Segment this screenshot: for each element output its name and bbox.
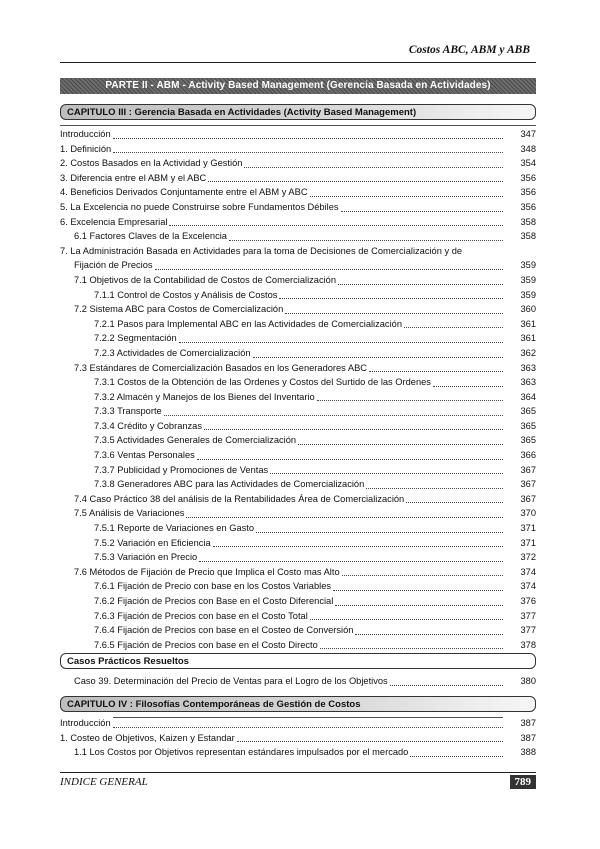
toc-entry-page: 356 (503, 171, 536, 186)
toc-leader-dots (342, 575, 503, 576)
toc-entry-page: 370 (503, 506, 536, 521)
toc-entry-page: 374 (503, 579, 536, 594)
toc-entry-page: 367 (503, 492, 536, 507)
toc-entry-page: 364 (503, 390, 536, 405)
toc-entry-title: 7.5.3 Variación en Precio (94, 550, 199, 565)
toc-entry-page: 374 (503, 565, 536, 580)
toc-leader-dots (213, 546, 503, 547)
toc-entry (60, 258, 536, 273)
casos-heading: Casos Prácticos Resueltos (60, 653, 536, 669)
toc-entry-title: 7.1 Objetivos de la Contabilidad de Costos de Comercialización (74, 273, 338, 288)
toc-entry (60, 433, 536, 448)
toc-entry-page: 347 (503, 127, 536, 142)
toc-leader-dots (199, 561, 503, 562)
toc-entry-title: 6.1 Factores Claves de la Excelencia (74, 229, 229, 244)
toc-entry (60, 492, 536, 507)
toc-entry-title: 7.4 Caso Práctico 38 del análisis de la Rentabilidades Área de Comercialización (74, 492, 406, 507)
toc-entry-title: 7.6.4 Fijación de Precios con base en el Costeo de Conversión (94, 623, 355, 638)
toc-entry (60, 273, 536, 288)
toc-entry-title: 7.6.3 Fijación de Precios con base en el Costo Total (94, 609, 310, 624)
toc-entry (60, 477, 536, 492)
toc-entry (60, 536, 536, 551)
toc-entry (60, 623, 536, 638)
toc-entry (60, 302, 536, 317)
toc-entry-title: 7.6.2 Fijación de Precios con Base en el Costo Diferencial (94, 594, 335, 609)
toc-leader-dots (317, 400, 503, 401)
toc-entry-title: 7.1.1 Control de Costos y Análisis de Costos (94, 288, 279, 303)
toc-entry-title: 1. Costeo de Objetivos, Kaizen y Estandar (60, 731, 237, 746)
toc-entry (60, 550, 536, 565)
toc-leader-dots (298, 444, 503, 445)
toc-leader-dots (229, 240, 503, 241)
toc-entry-title: 7.3.6 Ventas Personales (94, 448, 197, 463)
toc-entry-title: Introducción (60, 127, 113, 142)
toc-entry (60, 229, 536, 244)
toc-entry-page: 363 (503, 361, 536, 376)
toc-entry (60, 171, 536, 186)
toc-entry (60, 745, 536, 760)
toc-entry-title: 7.5 Análisis de Variaciones (74, 506, 186, 521)
footer-rule (60, 772, 536, 773)
toc-leader-dots (279, 298, 503, 299)
toc-entry-page: 361 (503, 317, 536, 332)
toc-entry-title: 7.3.4 Crédito y Cobranzas (94, 419, 204, 434)
toc-leader-dots (164, 415, 503, 416)
toc-entry (60, 244, 536, 259)
chapter-3-toc (60, 127, 536, 652)
footer-page-number: 789 (510, 775, 537, 789)
chapter-3-rule (60, 125, 536, 126)
toc-leader-dots (179, 342, 503, 343)
toc-entry-title: 7. La Administración Basada en Actividades para la toma de Decisiones de Comercialización y de (60, 244, 464, 259)
toc-entry-title: 7.5.2 Variación en Eficiencia (94, 536, 213, 551)
toc-entry-page: 367 (503, 463, 536, 478)
toc-leader-dots (155, 269, 503, 270)
toc-entry-page: 372 (503, 550, 536, 565)
toc-entry (60, 361, 536, 376)
toc-leader-dots (270, 473, 503, 474)
toc-entry (60, 288, 536, 303)
toc-leader-dots (333, 590, 503, 591)
toc-entry-page: 359 (503, 273, 536, 288)
toc-leader-dots (341, 211, 503, 212)
toc-entry-title: 7.2.2 Segmentación (94, 331, 179, 346)
toc-leader-dots (113, 152, 503, 153)
toc-entry-page: 366 (503, 448, 536, 463)
toc-leader-dots (310, 619, 503, 620)
toc-entry-title: Fijación de Precios (74, 258, 155, 273)
toc-leader-dots (320, 648, 503, 649)
toc-entry-page: 371 (503, 536, 536, 551)
toc-entry (60, 674, 536, 689)
toc-entry-page: 354 (503, 156, 536, 171)
toc-entry-title: 7.3.2 Almacén y Manejos de los Bienes del Inventario (94, 390, 317, 405)
toc-leader-dots (253, 357, 503, 358)
toc-leader-dots (433, 386, 503, 387)
toc-entry-page: 348 (503, 142, 536, 157)
toc-entry-page: 358 (503, 229, 536, 244)
running-title: Costos ABC, ABM y ABB (408, 44, 530, 56)
toc-entry-title: 1.1 Los Costos por Objetivos representan estándares impulsados por el mercado (74, 745, 410, 760)
toc-entry-page: 360 (503, 302, 536, 317)
toc-leader-dots (237, 741, 503, 742)
toc-entry (60, 215, 536, 230)
toc-entry-title: 7.2.3 Actividades de Comercialización (94, 346, 253, 361)
toc-entry (60, 716, 536, 731)
toc-entry (60, 579, 536, 594)
toc-leader-dots (366, 488, 503, 489)
toc-leader-dots (169, 225, 503, 226)
toc-entry-title: 7.3.5 Actividades Generales de Comercialización (94, 433, 298, 448)
toc-entry (60, 419, 536, 434)
toc-entry-title: 1. Definición (60, 142, 113, 157)
toc-entry-page: 387 (503, 731, 536, 746)
part-banner: PARTE II - ABM - Activity Based Management (Gerencia Basada en Actividades) (60, 78, 536, 94)
toc-entry-title: 2. Costos Basados en la Actividad y Gestión (60, 156, 244, 171)
toc-leader-dots (369, 371, 503, 372)
toc-entry-page: 365 (503, 419, 536, 434)
toc-entry-page: 363 (503, 375, 536, 390)
toc-entry-title: 7.6.1 Fijación de Precio con base en los Costos Variables (94, 579, 333, 594)
toc-leader-dots (285, 313, 503, 314)
toc-entry (60, 521, 536, 536)
toc-entry-page: 361 (503, 331, 536, 346)
toc-entry-title: 3. Diferencia entre el ABM y el ABC (60, 171, 208, 186)
chapter-3-heading: CAPITULO III : Gerencia Basada en Actividades (Activity Based Management) (60, 104, 536, 120)
toc-entry-title: 7.3.7 Publicidad y Promociones de Ventas (94, 463, 270, 478)
toc-leader-dots (406, 502, 503, 503)
toc-entry-title: 7.6.5 Fijación de Precios con base en el Costo Directo (94, 638, 320, 653)
toc-entry-page: 365 (503, 404, 536, 419)
toc-entry-title: 7.3.1 Costos de la Obtención de las Ordenes y Costos del Surtido de las Ordenes (94, 375, 433, 390)
toc-entry-page: 359 (503, 288, 536, 303)
toc-leader-dots (113, 727, 503, 728)
toc-entry (60, 463, 536, 478)
toc-entry-title: 6. Excelencia Empresarial (60, 215, 169, 230)
chapter-4-toc (60, 716, 536, 760)
toc-leader-dots (310, 196, 503, 197)
toc-leader-dots (338, 284, 503, 285)
toc-leader-dots (113, 138, 503, 139)
toc-entry-title: 7.2 Sistema ABC para Costos de Comercialización (74, 302, 285, 317)
toc-entry-page: 387 (503, 716, 536, 731)
toc-leader-dots (256, 532, 503, 533)
toc-entry (60, 565, 536, 580)
toc-entry (60, 609, 536, 624)
toc-entry (60, 317, 536, 332)
toc-entry-title: 7.3.3 Transporte (94, 404, 164, 419)
toc-entry-page: 356 (503, 200, 536, 215)
toc-leader-dots (204, 429, 503, 430)
toc-entry-page: 367 (503, 477, 536, 492)
toc-leader-dots (404, 327, 503, 328)
toc-entry-page: 378 (503, 638, 536, 653)
toc-entry (60, 156, 536, 171)
toc-entry-title: Introducción (60, 716, 113, 731)
toc-entry (60, 346, 536, 361)
toc-entry-page: 356 (503, 185, 536, 200)
toc-entry (60, 506, 536, 521)
toc-leader-dots (390, 685, 503, 686)
toc-entry-title: 7.3 Estándares de Comercialización Basados en los Generadores ABC (74, 361, 369, 376)
toc-entry-title: 7.5.1 Reporte de Variaciones en Gasto (94, 521, 256, 536)
toc-entry-page: 388 (503, 745, 536, 760)
toc-entry-title: Caso 39. Determinación del Precio de Ventas para el Logro de los Objetivos (74, 674, 390, 689)
toc-entry-page: 359 (503, 258, 536, 273)
toc-entry-title: 7.2.1 Pasos para Implemental ABC en las Actividades de Comercialización (94, 317, 404, 332)
toc-entry (60, 331, 536, 346)
toc-entry-title: 7.6 Métodos de Fijación de Precio que Implica el Costo mas Alto (74, 565, 342, 580)
header-rule (60, 62, 536, 63)
toc-entry (60, 142, 536, 157)
toc-leader-dots (208, 181, 503, 182)
toc-entry-page: 377 (503, 609, 536, 624)
toc-leader-dots (410, 756, 503, 757)
toc-entry-page: 377 (503, 623, 536, 638)
toc-entry-page: 365 (503, 433, 536, 448)
toc-entry-title: 5. La Excelencia no puede Construirse sobre Fundamentos Débiles (60, 200, 341, 215)
toc-entry-page: 371 (503, 521, 536, 536)
toc-entry (60, 185, 536, 200)
toc-leader-dots (197, 459, 503, 460)
chapter-4-heading: CAPITULO IV : Filosofías Contemporáneas de Gestión de Costos (60, 696, 536, 712)
casos-toc (60, 674, 536, 689)
toc-entry (60, 448, 536, 463)
toc-entry-page: 376 (503, 594, 536, 609)
toc-leader-dots (335, 605, 503, 606)
toc-entry-page: 358 (503, 215, 536, 230)
toc-entry (60, 404, 536, 419)
toc-leader-dots (244, 167, 503, 168)
toc-leader-dots (186, 517, 503, 518)
toc-entry-title: 4. Beneficios Derivados Conjuntamente entre el ABM y ABC (60, 185, 310, 200)
toc-entry (60, 638, 536, 653)
toc-entry (60, 594, 536, 609)
toc-entry (60, 731, 536, 746)
toc-entry (60, 390, 536, 405)
toc-entry-page: 380 (503, 674, 536, 689)
toc-entry-page: 362 (503, 346, 536, 361)
footer-section-title: INDICE GENERAL (60, 776, 148, 788)
toc-leader-dots (355, 634, 503, 635)
toc-entry (60, 200, 536, 215)
toc-entry-title: 7.3.8 Generadores ABC para las Actividades de Comercialización (94, 477, 366, 492)
toc-entry (60, 375, 536, 390)
toc-entry (60, 127, 536, 142)
